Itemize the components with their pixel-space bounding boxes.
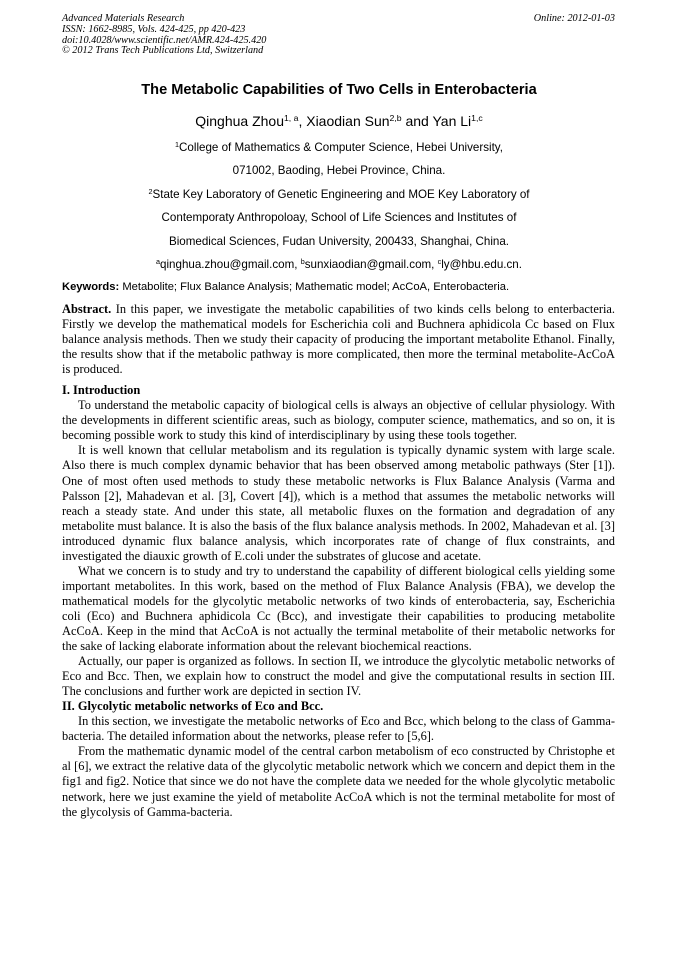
email-address: qinghua.zhou@gmail.com, [160, 258, 301, 272]
paper-title: The Metabolic Capabilities of Two Cells in Enterobacteria [141, 82, 537, 98]
issn-line: ISSN: 1662-8985, Vols. 424-425, pp 420-423 [62, 23, 246, 35]
author-list [0, 113, 678, 129]
author-sup: 1, a [283, 113, 299, 124]
online-date: Online: 2012-01-03 [533, 13, 615, 24]
paragraph: Actually, our paper is organized as follows. In section II, we introduce the glycolytic metabolic networks of Eco and Bcc. Then, we explain how to construct the model and give the computational results in section III. The conclusions and further work are depicted in section IV. [62, 654, 615, 699]
copyright-line: © 2012 Trans Tech Publications Ltd, Switzerland [62, 45, 264, 57]
abstract-label: Abstract. [62, 302, 112, 316]
keywords [62, 281, 622, 293]
author-sep: and [401, 113, 433, 129]
email-address: sunxiaodian@gmail.com, [304, 258, 438, 272]
affiliation-line: 071002, Baoding, Hebei Province, China. [232, 164, 446, 178]
keywords-text: Metabolite; Flux Balance Analysis; Mathematic model; AcCoA, Enterobacteria. [122, 281, 510, 293]
paragraph: To understand the metabolic capacity of biological cells is always an objective of cellular physiology. With the developments in different scientific areas, such as biology, computer science, mathematics, and so on, it is becoming possible work to study this kind of interdisciplinary by using these tools together. [62, 398, 615, 443]
running-header [62, 14, 615, 57]
affiliation-1 [0, 136, 678, 159]
affiliation-sup: 1 [175, 140, 180, 150]
section-heading: I. Introduction [62, 383, 141, 398]
doi-line: doi:10.4028/www.scientific.net/AMR.424-425.420 [62, 34, 267, 46]
section-heading: II. Glycolytic metabolic networks of Eco and Bcc. [62, 699, 324, 714]
abstract-text: In this paper, we investigate the metabolic capabilities of two kinds cells belong to enterbacteria. Firstly we develop the mathematical models for Escherichia coli and Buchnera aphidicola Cc based on Flux balance analysis methods. Then we study their capacity of producing the important metabolite Ethanol. Finally, the results show that if the metabolic pathway is more complicated, then more the terminal metabolite-AcCoA is produced. [62, 302, 615, 377]
affiliation-line: State Key Laboratory of Genetic Engineering and MOE Key Laboratory of [152, 187, 530, 201]
affiliation-2 [0, 183, 678, 206]
journal-name: Advanced Materials Research [62, 13, 185, 24]
author-name: Yan Li [432, 113, 472, 129]
paragraph: It is well known that cellular metabolism and its regulation is typically dynamic system with large scale. Also there is much complex dynamic behavior that has been observed among metabolic pathways (Ster [1]). One of most often used methods to study these metabolic networks is Flux Balance Analysis (Varma and Palsson [2], Mahadevan et al. [3], Covert [4]), which is a method that assumes the metabolic networks will reach a steady state. And under this state, all metabolic fluxes on the formation and degradation of any metabolite must balance. It is also the basis of the flux balance analysis methods. In 2002, Mahadevan et al. [3] introduced dynamic flux balance analysis, which incorporates rate of change of flux constraints, and investigated the diauxic growth of E.coli under the substrates of glucose and acetate. [62, 443, 615, 563]
email-line [0, 253, 678, 276]
author-sup: 2,b [389, 113, 402, 124]
email-address: ly@hbu.edu.cn. [441, 258, 522, 272]
affiliation-line: Biomedical Sciences, Fudan University, 200433, Shanghai, China. [168, 234, 510, 248]
email-sup: b [300, 257, 305, 267]
author-sup: 1,c [471, 113, 483, 124]
email-sup: c [437, 257, 442, 267]
abstract [62, 302, 615, 377]
paper-body [62, 302, 615, 820]
paragraph: In this section, we investigate the metabolic networks of Eco and Bcc, which belong to the class of Gamma-bacteria. The detailed information about the networks, please refer to [5,6]. [62, 714, 615, 744]
paragraph: What we concern is to study and try to understand the capability of different biological cells yielding some important metabolites. In this work, based on the method of Flux Balance Analysis (FBA), we develop the mathematical models for the glycolytic metabolic networks of two kinds of enterobacteria, say, Escherichia coli (Eco) and Buchnera aphidicola Cc (Bcc), and investigate their capabilities to producing metabolite AcCoA. Keep in the mind that AcCoA is not actually the terminal metabolite of their metabolic networks for the sake of lacking elaborate information about the relevant biochemical reactions. [62, 563, 615, 654]
author-sep: , [298, 113, 307, 129]
paragraph: From the mathematic dynamic model of the central carbon metabolism of eco constructed by Christophe et al [6], we extract the relative data of the glycolytic metabolic network which we concern and depict them in the fig1 and fig2. Notice that since we do not have the complete data we needed for the whole glycolytic metabolic network, here we just examine the yield of metabolite AcCoA which is not the terminal metabolite for most of the glycolysis of Gamma-bacteria. [62, 744, 615, 819]
author-name: Qinghua Zhou [195, 113, 284, 129]
affiliation-line: Contemporaty Anthropoloay, School of Life Sciences and Institutes of [161, 211, 517, 225]
author-name: Xiaodian Sun [306, 113, 390, 129]
affiliations [0, 136, 678, 276]
affiliation-sup: 2 [148, 186, 153, 196]
keywords-label: Keywords: [62, 281, 120, 293]
affiliation-line: College of Mathematics & Computer Science, Hebei University, [179, 141, 503, 154]
email-sup: a [156, 257, 161, 267]
